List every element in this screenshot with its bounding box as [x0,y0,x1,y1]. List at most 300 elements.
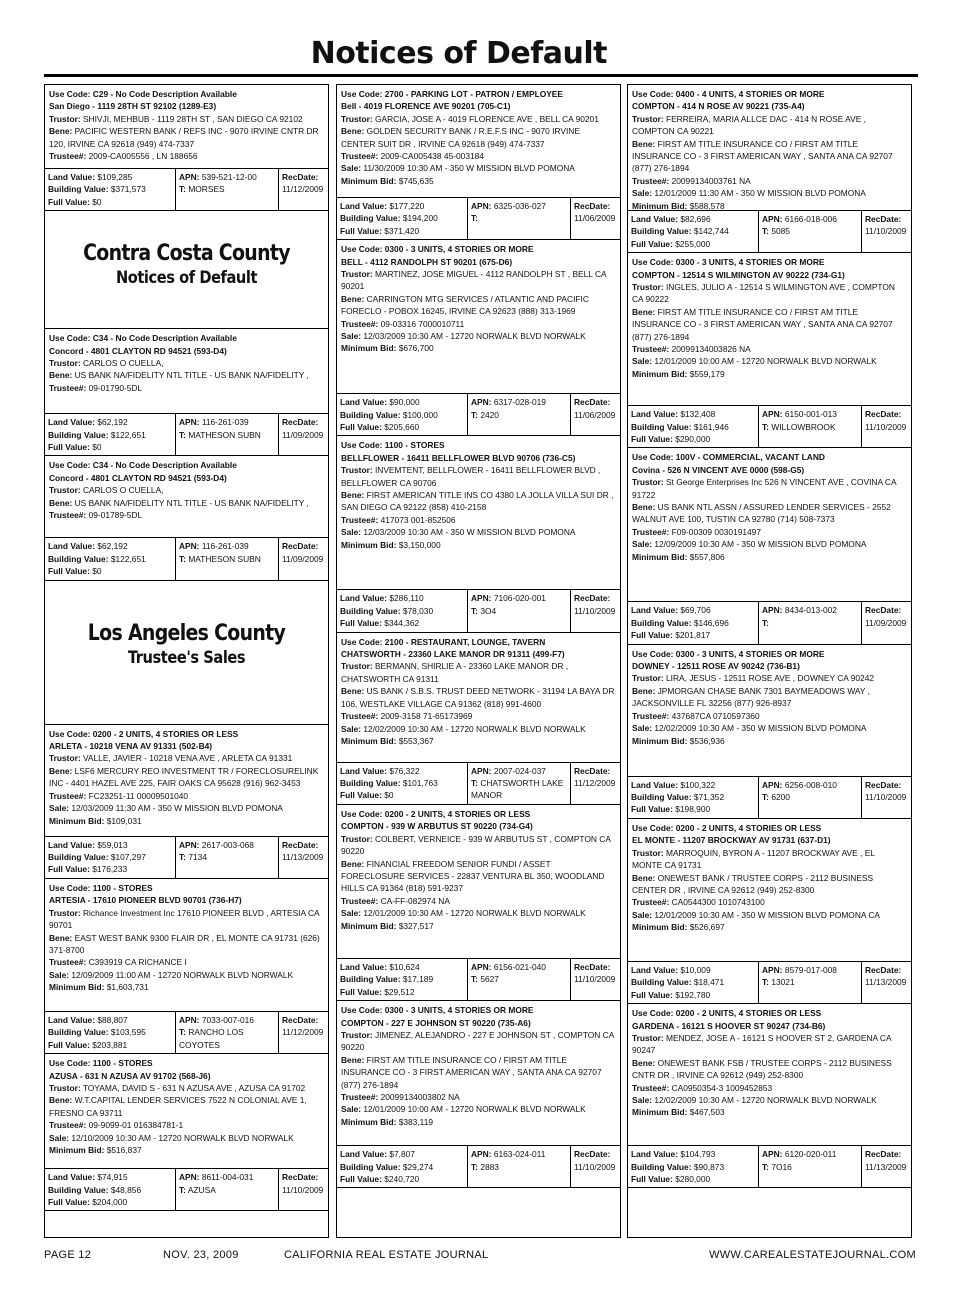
apn-line [179,839,275,851]
building-value: $71,352 [693,792,725,803]
apn-cell [759,211,862,252]
bene-line [49,497,324,509]
trustee-label: Trustee#: [341,895,379,906]
use-code: Use Code: 0300 - 3 UNITS, 4 STORIES OR MORE [632,257,825,268]
apn-label: APN: [471,961,492,972]
footer-journal: CALIFORNIA REAL ESTATE JOURNAL [284,1249,489,1261]
sale-label: Sale: [341,908,362,919]
bene-value: FIRST AM TITLE INSURANCE CO / FIRST AM TITLE INSURANCE CO - 3 FIRST AMERICAN WAY , SANTA ANA CA 92707 (877) 276-1894 [632,138,893,174]
trustee-label: Trustee#: [49,1120,87,1131]
bene-line [341,489,616,514]
notice [628,645,911,776]
building-value-label: Building Value: [340,409,401,420]
bene-line [632,306,907,343]
building-value-line [631,421,755,433]
apn-line [762,779,858,791]
land-value-label: Land Value: [340,397,388,408]
values-cell [337,959,468,1000]
building-value-label: Building Value: [340,974,401,985]
bene-line [49,369,324,381]
bene-value: LSF6 MERCURY REO INVESTMENT TR / FORECLOSURELINK INC - 4401 HAZEL AVE 225, FAIR OAKS CA 95628 (916) 962-3453 [49,765,319,789]
recdate-value: 11/10/2009 [574,1161,616,1172]
use-code: Use Code: 0200 - 2 UNITS, 4 STORIES OR LESS [341,808,531,819]
page-title: Notices of Default [310,36,607,71]
t-label: T: [471,778,478,789]
recdate-label: RecDate: [282,1014,319,1025]
trustee-label: Trustee#: [49,790,87,801]
trustee-value: 2009-CA005438 45-003184 [380,151,484,162]
full-value: $280,000 [675,1173,711,1184]
recdate-cell [571,1146,620,1187]
minbid-label: Minimum Bid: [341,175,397,186]
building-value-label: Building Value: [48,1184,109,1195]
full-value-line [631,629,755,641]
minbid-line [341,1116,616,1128]
trustor-label: Trustor: [632,673,664,684]
full-value: $176,233 [92,864,128,875]
recdate-cell [862,962,911,1003]
minbid-label: Minimum Bid: [49,982,105,993]
land-value: $10,009 [680,964,711,975]
bene-line [341,858,616,895]
sale-label: Sale: [341,723,362,734]
use-code: Use Code: C34 - No Code Description Available [49,460,237,471]
trustee-label: Trustee#: [49,510,87,521]
trustee-line [632,896,907,908]
sale-line [341,907,616,919]
recdate-value: 11/10/2009 [865,226,907,237]
trustee-label: Trustee#: [632,344,670,355]
building-value: $103,595 [110,1027,146,1038]
building-value-line [340,212,464,224]
apn-cell [759,962,862,1003]
minbid-line [341,175,616,187]
sale-label: Sale: [632,723,653,734]
t-value: MATHESON SUBN [188,429,261,440]
trustee-value: CA-FF-082974 NA [380,895,450,906]
notice-values [337,958,620,1001]
apn-line [471,200,567,212]
minbid-label: Minimum Bid: [341,539,397,550]
bene-value: US BANK NA/FIDELITY NTL TITLE - US BANK NA/FIDELITY , [74,370,309,381]
bene-value: FIRST AM TITLE INSURANCE CO / FIRST AM TITLE INSURANCE CO - 3 FIRST AMERICAN WAY , SANTA ANA CA 92707 (877) 276-1894 [341,1054,602,1090]
land-value-line [631,779,755,791]
sale-label: Sale: [341,527,362,538]
minbid-value: $383,119 [398,1116,434,1127]
apn-line [471,1148,567,1160]
minbid-line [49,981,324,993]
values-cell [45,169,176,210]
trustor-line [341,464,616,489]
apn-label: APN: [762,964,783,975]
building-value: $122,651 [110,429,146,440]
apn-line [762,408,858,420]
recdate-cell [571,763,620,804]
full-value: $240,720 [384,1173,420,1184]
trustee-line [341,514,616,526]
t-line [179,851,275,863]
recdate-label: RecDate: [574,397,611,408]
t-line [179,429,275,441]
property-address: Bell - 4019 FLORENCE AVE 90201 (705-C1) [341,101,511,112]
t-label: T: [762,792,769,803]
land-value-line [340,396,464,408]
apn-line [471,592,567,604]
land-value-label: Land Value: [631,214,679,224]
minbid-line [341,342,616,354]
property-address: GARDENA - 16121 S HOOVER ST 90247 (734-B6) [632,1020,826,1031]
sale-line [49,969,324,981]
county-name: Los Angeles County [87,620,286,646]
building-value-line [48,851,172,863]
land-value-label: Land Value: [631,779,679,790]
minbid-value: $109,031 [106,815,142,826]
sale-label: Sale: [341,331,362,342]
bene-label: Bene: [49,932,73,943]
apn-value: 6256-008-010 [784,779,837,790]
use-code: Use Code: 2100 - RESTAURANT, LOUNGE, TAVERN [341,636,546,647]
t-line [179,553,275,565]
recdate-value: 11/12/2009 [282,1027,324,1038]
minbid-label: Minimum Bid: [632,200,688,211]
bene-label: Bene: [632,872,656,883]
recdate-cell [279,1169,328,1210]
full-value-label: Full Value: [48,864,90,875]
recdate-cell [279,1012,328,1053]
building-value-line [340,1161,464,1173]
t-label: T: [471,974,478,985]
trustee-line [341,150,616,162]
values-cell [337,1146,468,1187]
building-value-label: Building Value: [48,429,109,440]
section-name: Notices of Default [115,268,258,289]
notice [337,85,620,197]
trustee-label: Trustee#: [632,526,670,537]
values-cell [45,837,176,878]
trustee-value: C393919 CA RICHANCE I [88,957,187,968]
full-value: $0 [92,442,102,453]
use-code: Use Code: 0200 - 2 UNITS, 4 STORIES OR LESS [632,822,822,833]
values-cell [337,394,468,435]
t-line [762,976,858,988]
building-value-line [340,605,464,617]
land-value: $69,706 [680,605,711,616]
trustor-line [341,1029,616,1054]
recdate-label: RecDate: [282,839,319,850]
land-value-label: Land Value: [48,1014,96,1025]
sale-value: 12/02/2009 10:30 AM - 12720 NORWALK BLVD NORWALK [363,723,586,734]
use-code: Use Code: 1100 - STORES [49,882,153,893]
building-value: $90,873 [693,1161,725,1172]
recdate-label: RecDate: [574,593,611,604]
trustor-label: Trustor: [341,661,373,672]
full-value-line [48,1196,172,1208]
apn-cell [176,414,279,455]
land-value-label: Land Value: [340,593,388,604]
county-header-los-angeles [45,581,328,725]
trustee-label: Trustee#: [49,151,87,162]
trustee-line [632,175,907,187]
trustor-value: LIRA, JESUS - 12511 ROSE AVE , DOWNEY CA 90242 [665,673,875,684]
minbid-label: Minimum Bid: [632,735,688,746]
building-value: $146,696 [693,617,729,628]
trustee-label: Trustee#: [341,1091,379,1102]
trustor-label: Trustor: [341,465,373,476]
trustor-label: Trustor: [341,269,373,280]
trustor-line [341,268,616,293]
land-value-line [48,540,172,552]
recdate-label: RecDate: [282,417,319,428]
minbid-line [341,920,616,932]
sale-label: Sale: [341,163,362,174]
trustor-line [632,1032,907,1057]
t-label: T: [179,553,186,564]
land-value: $10,624 [389,961,420,972]
t-value: 5627 [480,974,499,985]
apn-line [179,1171,275,1183]
t-value: 7134 [188,852,207,863]
land-value-line [340,765,464,777]
recdate-value: 11/09/2009 [282,429,324,440]
notice-values [337,1145,620,1188]
apn-cell [468,394,571,435]
values-cell [628,962,759,1003]
t-label: T: [762,617,769,628]
county-name: Contra Costa County [83,241,290,267]
notice [45,85,328,168]
values-cell [628,777,759,818]
use-code: Use Code: 0300 - 3 UNITS, 4 STORIES OR MORE [341,244,534,255]
notice-values [628,776,911,819]
sale-label: Sale: [632,1094,653,1105]
notice-values [45,537,328,580]
property-address: COMPTON - 12514 S WILMINGTON AV 90222 (734-G1) [632,269,845,280]
values-cell [337,763,468,804]
trustor-line [632,672,907,684]
apn-value: 8434-013-002 [784,605,837,616]
apn-cell [176,1012,279,1053]
building-value-label: Building Value: [631,617,692,628]
sale-value: 12/09/2009 10:30 AM - 350 W MISSION BLVD POMONA [654,539,867,550]
recdate-value: 11/06/2009 [574,213,616,224]
sale-line [341,526,616,538]
land-value: $132,408 [680,409,716,420]
sale-label: Sale: [632,539,653,550]
full-value-label: Full Value: [631,804,673,815]
property-address: BELL - 4112 RANDOLPH ST 90201 (675-D6) [341,256,513,267]
apn-label: APN: [762,1149,783,1160]
bene-label: Bene: [632,306,656,317]
bene-value: US BANK NTL ASSN / ASSURED LENDER SERVICES - 2552 WALNUT AVE 100, TUSTIN CA 92780 (714) 508-7373 [632,502,891,525]
bene-line [49,765,324,790]
t-value: CHATSWORTH LAKE MANOR [471,778,564,801]
property-address: Concord - 4801 CLAYTON RD 94521 (593-D4) [49,472,227,483]
minbid-value: $3,150,000 [398,539,441,550]
values-cell [45,538,176,579]
t-label: T: [179,1027,186,1038]
trustee-value: F09-00309 0030191497 [671,526,761,537]
trustee-line [341,895,616,907]
sale-label: Sale: [49,1132,70,1143]
t-line [471,777,567,802]
bene-label: Bene: [632,138,656,149]
t-value: 13021 [771,977,795,988]
use-code: Use Code: 100V - COMMERCIAL, VACANT LAND [632,452,825,463]
trustee-line [632,343,907,355]
trustor-value: VALLE, JAVIER - 10218 VENA AVE , ARLETA CA 91331 [82,753,293,764]
minbid-value: $1,603,731 [106,982,149,993]
bene-label: Bene: [341,126,365,137]
building-value-label: Building Value: [48,1027,109,1038]
sale-value: 12/02/2009 10:30 AM - 12720 NORWALK BLVD NORWALK [654,1094,877,1105]
sale-value: 12/01/2009 11:30 AM - 350 W MISSION BLVD POMONA [654,188,866,199]
sale-label: Sale: [632,909,653,920]
sale-line [632,909,907,921]
full-value: $192,780 [675,989,711,1000]
notice-values [337,393,620,436]
t-label: T: [471,409,478,420]
t-label: T: [762,421,769,432]
values-cell [628,602,759,643]
trustor-line [49,357,324,369]
full-value-line [340,789,464,801]
apn-value: 7033-007-016 [201,1014,254,1025]
building-value-line [48,553,172,565]
trustee-value: CA0544300 1010743100 [671,897,765,908]
sale-value: 12/03/2009 10:30 AM - 350 W MISSION BLVD POMONA [363,527,576,538]
full-value-line [340,617,464,629]
recdate-cell [279,538,328,579]
notice-values [45,836,328,879]
building-value-line [631,976,755,988]
values-cell [45,1012,176,1053]
apn-label: APN: [762,214,783,224]
trustee-value: 20099134003761 NA [671,175,751,186]
t-label: T: [179,429,186,440]
trustor-value: MENDEZ, JOSE A - 16121 S HOOVER ST 2, GARDENA CA 90247 [632,1032,892,1056]
bene-value: US BANK NA/FIDELITY NTL TITLE - US BANK NA/FIDELITY , [74,497,309,508]
recdate-value: 11/13/2009 [865,977,907,988]
trustor-value: FERREIRA, MARIA ALLCE DAC - 414 N ROSE AVE , COMPTON CA 90221 [632,113,866,137]
apn-value: 116-261-039 [201,417,249,428]
building-value: $194,200 [402,213,438,224]
sale-line [341,723,616,735]
full-value-label: Full Value: [340,1173,382,1184]
land-value: $177,220 [389,201,425,211]
sale-line [341,1103,616,1115]
trustor-value: CARLOS O CUELLA, [82,485,164,496]
building-value-label: Building Value: [48,184,109,195]
land-value-label: Land Value: [48,1172,96,1183]
trustor-line [341,833,616,858]
t-value: 5085 [771,226,790,237]
recdate-cell [571,394,620,435]
t-label: T: [179,1184,186,1195]
trustor-label: Trustor: [632,282,664,293]
full-value: $0 [92,566,102,577]
recdate-label: RecDate: [865,779,902,790]
sale-line [49,802,324,814]
trustee-line [49,1119,324,1131]
minbid-line [632,1106,907,1118]
trustor-line [341,113,616,125]
trustee-line [49,509,324,521]
land-value-label: Land Value: [631,964,679,975]
t-line [762,225,858,237]
full-value-label: Full Value: [48,566,90,577]
bene-value: FINANCIAL FREEDOM SENIOR FUNDI / ASSET FORECLOSURE SERVICES - 22837 VENTURA BL 350, WOODLAND HILLS CA 91364 (818) 591-9237 [341,858,605,894]
apn-label: APN: [179,172,200,182]
t-value: MORSES [188,184,225,195]
recdate-value: 11/13/2009 [865,1161,907,1172]
property-address: DOWNEY - 12511 ROSE AV 90242 (736-B1) [632,661,800,672]
full-value-label: Full Value: [631,434,673,445]
county-header-contra-costa [45,211,328,329]
sale-line [49,1132,324,1144]
building-value: $29,274 [402,1161,434,1172]
notice [628,85,911,210]
notice [628,1004,911,1145]
land-value-line [48,416,172,428]
recdate-value: 11/09/2009 [865,617,907,628]
trustor-value: COLBERT, VERNEICE - 939 W ARBUTUS ST , COMPTON CA 90220 [341,833,611,857]
apn-value: 6156-021-040 [493,961,546,972]
building-value: $371,573 [110,184,146,195]
footer-date: NOV. 23, 2009 [163,1249,239,1261]
bene-line [632,1057,907,1082]
trustee-label: Trustee#: [341,711,379,722]
minbid-line [341,735,616,747]
land-value-line [340,1148,464,1160]
notice [628,448,911,601]
trustor-label: Trustor: [632,847,664,858]
t-line [762,617,858,629]
full-value-line [340,421,464,433]
t-line [471,212,567,224]
t-label: T: [179,852,186,863]
bene-label: Bene: [632,685,656,696]
notice-values [337,589,620,632]
land-value: $104,793 [680,1149,716,1160]
land-value-line [631,408,755,420]
building-value: $122,651 [110,553,146,564]
land-value-line [340,961,464,973]
trustee-value: 437687CA 0710597360 [671,710,760,721]
land-value: $286,110 [389,593,424,604]
full-value: $203,881 [92,1039,128,1050]
recdate-cell [279,169,328,210]
footer-page: PAGE 12 [44,1249,92,1261]
land-value-label: Land Value: [48,541,96,552]
trustee-value: 20099134003802 NA [380,1091,460,1102]
building-value-line [631,617,755,629]
building-value-label: Building Value: [340,1161,401,1172]
sale-line [632,187,907,199]
trustee-label: Trustee#: [632,897,670,908]
sale-label: Sale: [632,188,653,199]
trustor-line [49,907,324,932]
apn-cell [468,763,571,804]
minbid-line [49,815,324,827]
bene-line [632,138,907,175]
trustor-label: Trustor: [49,1082,81,1093]
apn-cell [176,1169,279,1210]
full-value-line [631,433,755,445]
property-address: CHATSWORTH - 23360 LAKE MANOR DR 91311 (499-F7) [341,649,565,660]
full-value-line [48,565,172,577]
notice-values [45,168,328,211]
bene-value: FIRST AMERICAN TITLE INS CO 4380 LA JOLLA VILLA SUI DR , SAN DIEGO CA 92122 (858) 410-2158 [341,490,614,513]
